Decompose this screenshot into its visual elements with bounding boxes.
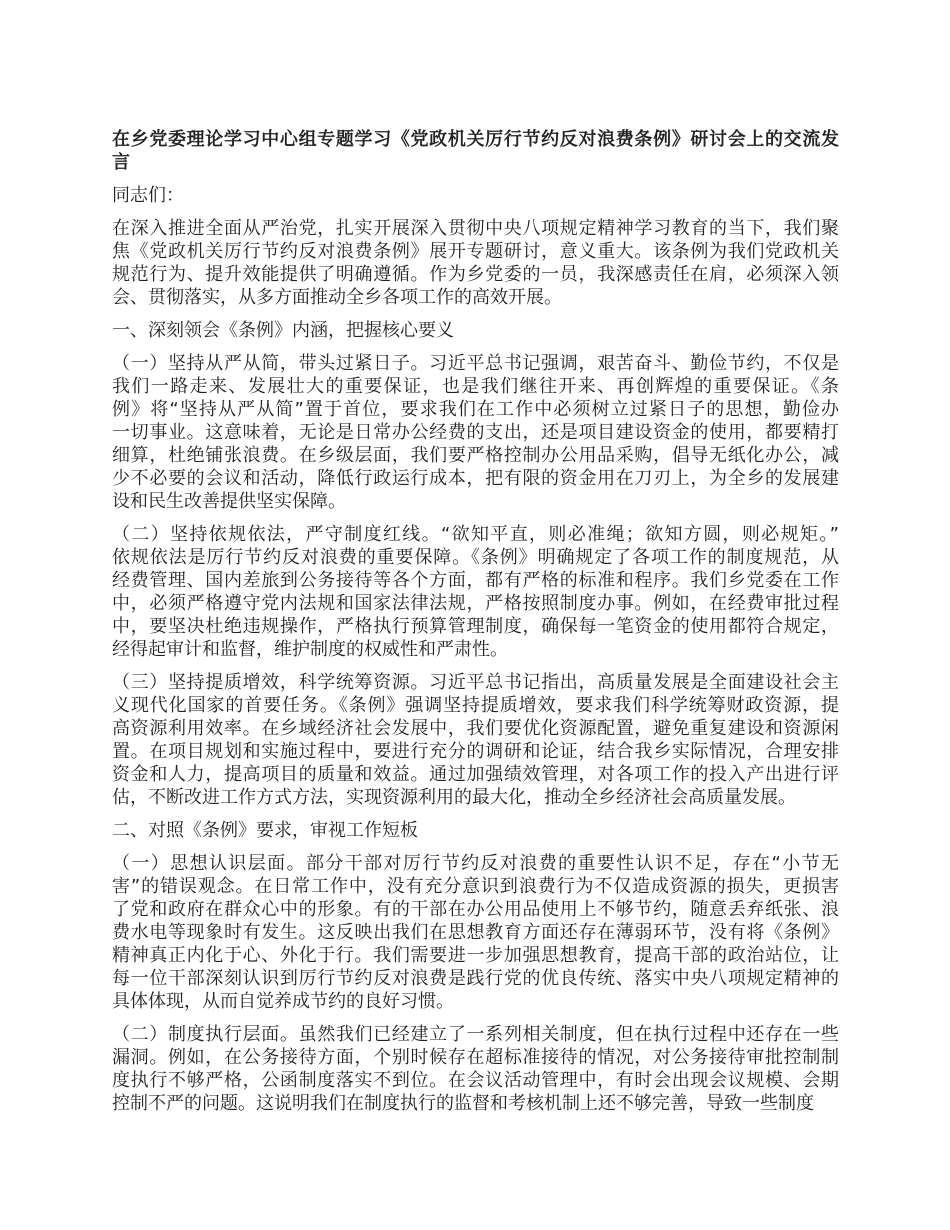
- text-line: 估，不断改进工作方式方法，实现资源利用的最大化，推动全乡经济社会高质量发展。: [112, 787, 796, 808]
- paragraph: [112, 671, 839, 809]
- text-line: 度执行不够严格，公函制度落实不到位。在会议活动管理中，有时会出现会议规模、会期: [112, 1070, 839, 1091]
- paragraph: [112, 852, 839, 1013]
- text-line: 二、对照《条例》要求，审视工作短板: [112, 820, 418, 841]
- paragraph: [112, 523, 839, 661]
- text-line: （二）坚持依规依法，严守制度红线。“欲知平直，则必准绳；欲知方圆，则必规矩。”: [112, 524, 839, 545]
- text-line: 控制不严的问题。这说明我们在制度执行的监督和考核机制上还不够完善，导致一些制度: [112, 1093, 814, 1114]
- paragraphs: [112, 184, 839, 1115]
- text-line: 我们一路走来、发展壮大的重要保证，也是我们继往开来、再创辉煌的重要保证。《条: [112, 376, 839, 397]
- text-line: 设和民生改善提供坚实保障。: [112, 491, 346, 512]
- text-line: （一）坚持从严从简，带头过紧日子。习近平总书记强调，艰苦奋斗、勤俭节约，不仅是: [112, 353, 839, 374]
- text-line: 一切事业。这意味着，无论是日常办公经费的支出，还是项目建设资金的使用，都要精打: [112, 422, 839, 443]
- text-line: 言: [112, 152, 130, 173]
- text-line: 在深入推进全面从严治党，扎实开展深入贯彻中央八项规定精神学习教育的当下，我们聚: [112, 218, 839, 239]
- document-title: [112, 128, 839, 174]
- text-line: 每一位干部深刻认识到厉行节约反对浪费是践行党的优良传统、落实中央八项规定精神的: [112, 968, 839, 989]
- text-line: 高资源利用效率。在乡域经济社会发展中，我们要优化资源配置，避免重复建设和资源闲: [112, 718, 839, 739]
- text-line: 害”的错误观念。在日常工作中，没有充分意识到浪费行为不仅造成资源的损失，更损害: [112, 876, 839, 897]
- paragraph: [112, 217, 839, 309]
- text-line: 依规依法是厉行节约反对浪费的重要保障。《条例》明确规定了各项工作的制度规范，从: [112, 547, 839, 568]
- section-heading: [112, 819, 839, 842]
- text-line: 焦《党政机关厉行节约反对浪费条例》展开专题研讨，意义重大。该条例为我们党政机关: [112, 241, 839, 262]
- paragraph: [112, 352, 839, 513]
- text-line: 在乡党委理论学习中心组专题学习《党政机关厉行节约反对浪费条例》研讨会上的交流发: [112, 129, 839, 150]
- text-line: （一）思想认识层面。部分干部对厉行节约反对浪费的重要性认识不足，存在“小节无: [112, 853, 839, 874]
- text-line: 同志们：: [112, 185, 184, 206]
- text-line: 中，要坚决杜绝违规操作，严格执行预算管理制度，确保每一笔资金的使用都符合规定，: [112, 616, 839, 637]
- text-line: 义现代化国家的首要任务。《条例》强调坚持提质增效，要求我们科学统筹财政资源，提: [112, 695, 839, 716]
- text-line: 经得起审计和监督，维护制度的权威性和严肃性。: [112, 639, 508, 660]
- text-line: 经费管理、国内差旅到公务接待等各个方面，都有严格的标准和程序。我们乡党委在工作: [112, 570, 839, 591]
- document-body: [112, 128, 839, 1125]
- salutation: [112, 184, 839, 207]
- text-line: 一、深刻领会《条例》内涵，把握核心要义: [112, 320, 454, 341]
- text-line: 费水电等现象时有发生。这反映出我们在思想教育方面还存在薄弱环节，没有将《条例》: [112, 922, 839, 943]
- text-line: 会、贯彻落实，从多方面推动全乡各项工作的高效开展。: [112, 287, 562, 308]
- text-line: 细算，杜绝铺张浪费。在乡级层面，我们要严格控制办公用品采购，倡导无纸化办公，减: [112, 445, 839, 466]
- text-line: 置。在项目规划和实施过程中，要进行充分的调研和论证，结合我乡实际情况，合理安排: [112, 741, 839, 762]
- text-line: 规范行为、提升效能提供了明确遵循。作为乡党委的一员，我深感责任在肩，必须深入领: [112, 264, 839, 285]
- text-line: 资金和人力，提高项目的质量和效益。通过加强绩效管理，对各项工作的投入产出进行评: [112, 764, 839, 785]
- section-heading: [112, 319, 839, 342]
- text-line: 具体体现，从而自觉养成节约的良好习惯。: [112, 991, 454, 1012]
- text-line: 少不必要的会议和活动，降低行政运行成本，把有限的资金用在刀刃上，为全乡的发展建: [112, 468, 839, 489]
- text-line: 了党和政府在群众心中的形象。有的干部在办公用品使用上不够节约，随意丢弃纸张、浪: [112, 899, 839, 920]
- text-line: 例》将“坚持从严从简”置于首位，要求我们在工作中必须树立过紧日子的思想，勤俭办: [112, 399, 839, 420]
- paragraph: [112, 1023, 839, 1115]
- text-line: 中，必须严格遵守党内法规和国家法律法规，严格按照制度办事。例如，在经费审批过程: [112, 593, 839, 614]
- text-line: （三）坚持提质增效，科学统筹资源。习近平总书记指出，高质量发展是全面建设社会主: [112, 672, 839, 693]
- text-line: （二）制度执行层面。虽然我们已经建立了一系列相关制度，但在执行过程中还存在一些: [112, 1024, 839, 1045]
- text-line: 漏洞。例如，在公务接待方面，个别时候存在超标准接待的情况，对公务接待审批控制制: [112, 1047, 839, 1068]
- text-line: 精神真正内化于心、外化于行。我们需要进一步加强思想教育，提高干部的政治站位，让: [112, 945, 839, 966]
